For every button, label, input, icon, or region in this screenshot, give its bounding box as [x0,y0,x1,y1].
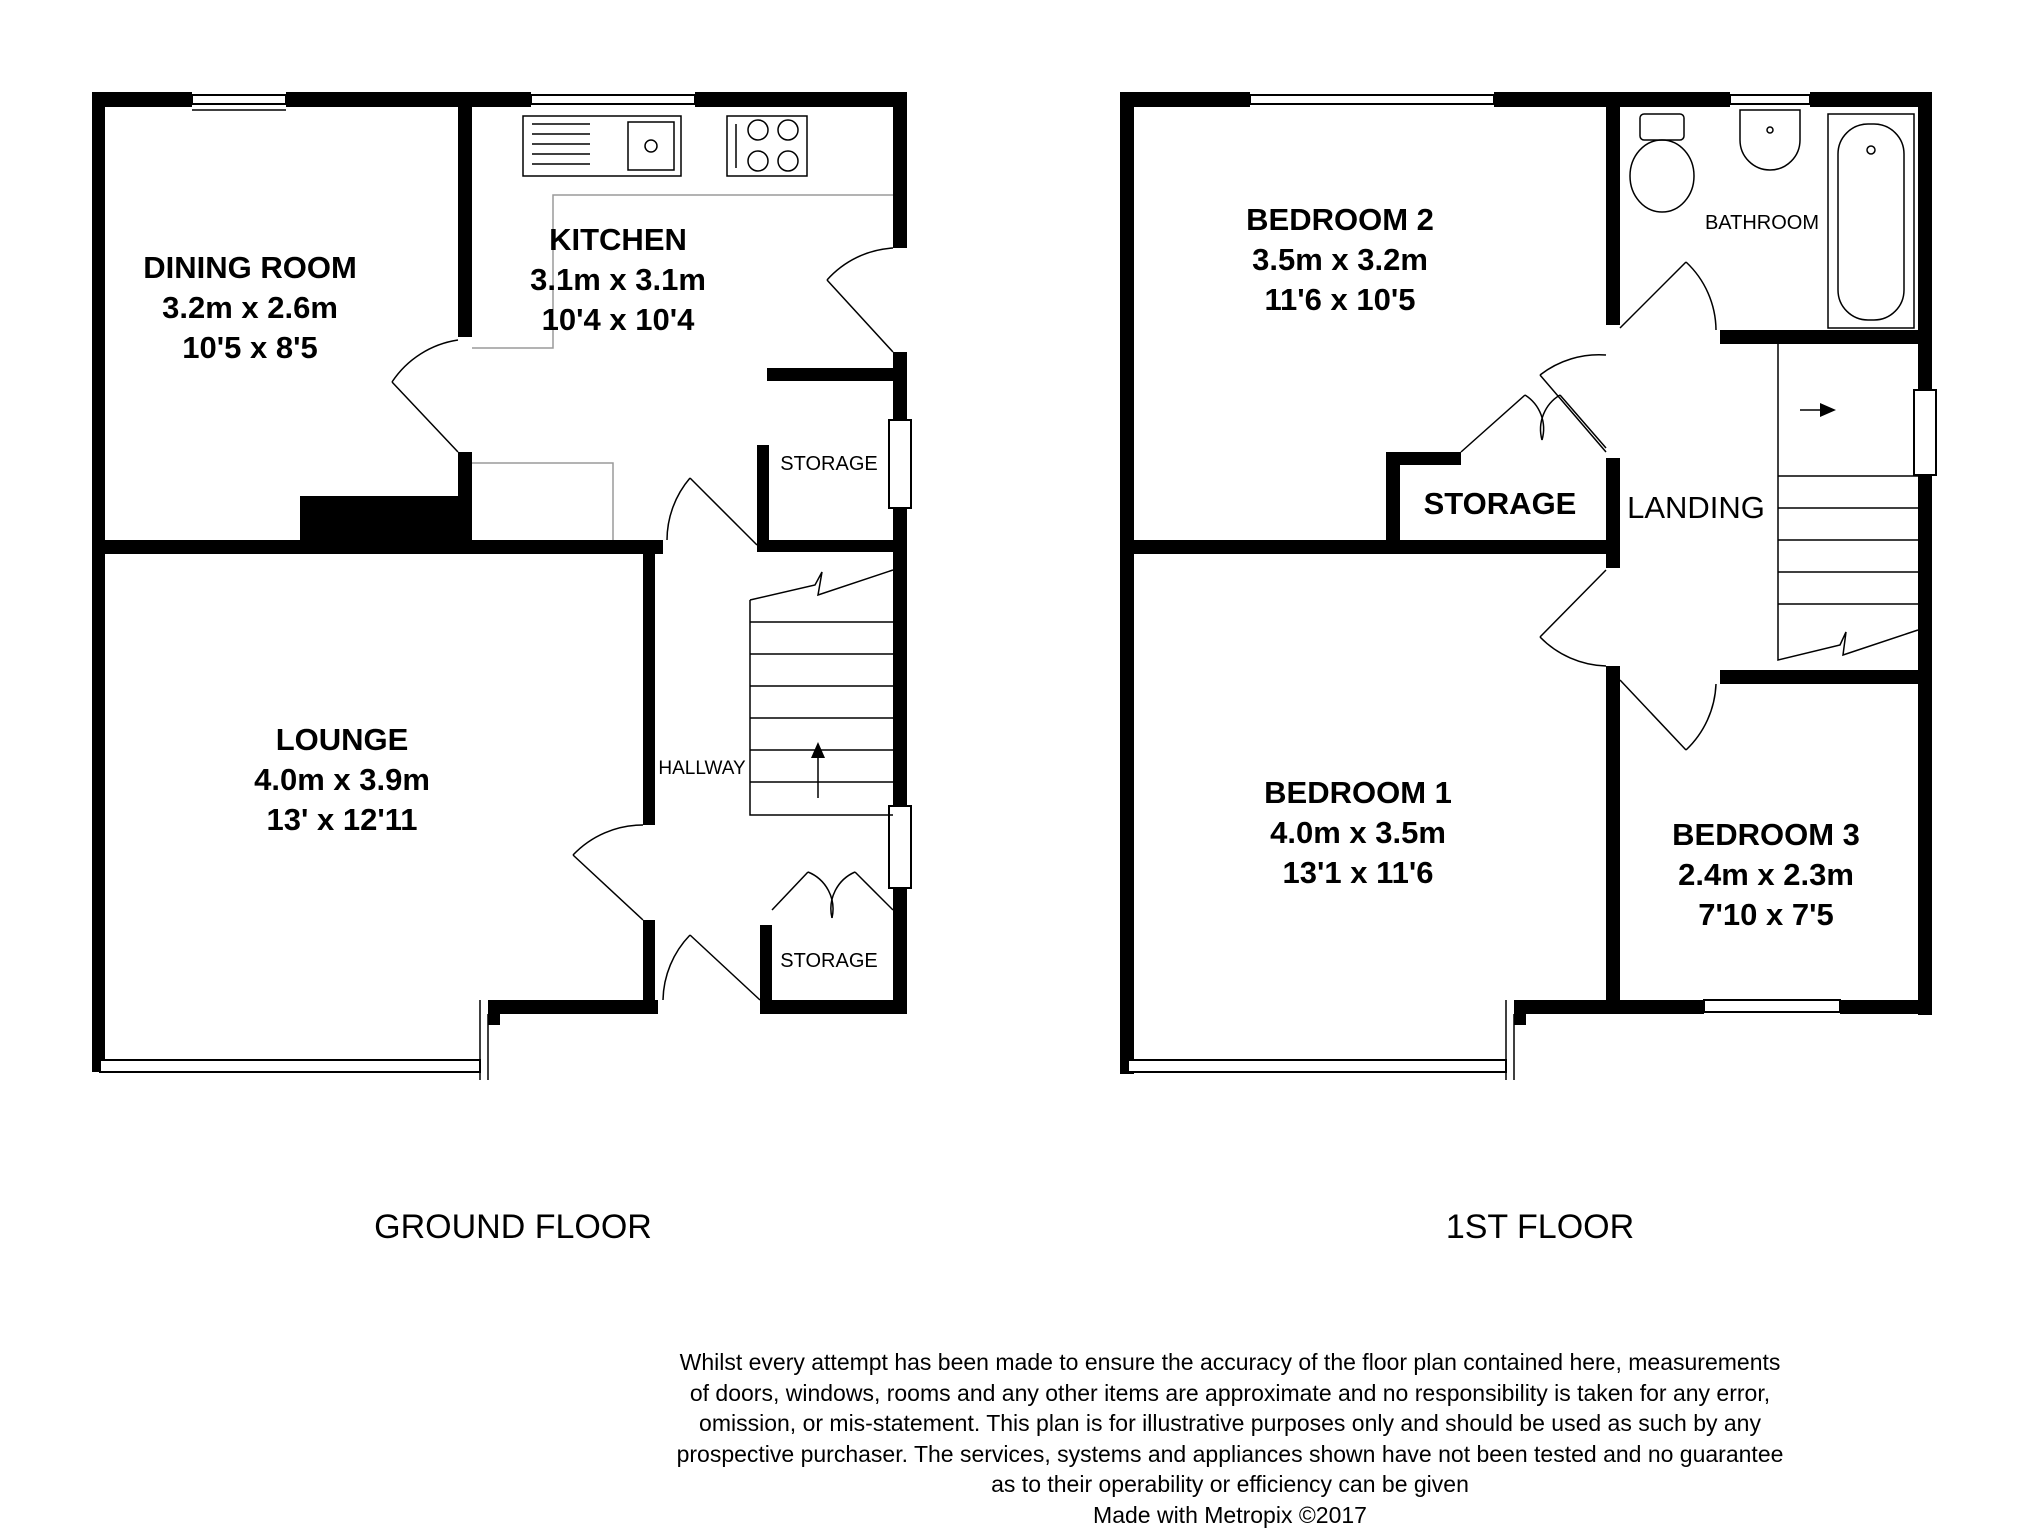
dining-room-imperial: 10'5 x 8'5 [182,330,317,365]
dining-room [143,250,357,365]
bedroom-3 [1672,817,1860,932]
metropix-credit: Made with Metropix ©2017 [590,1500,1870,1530]
hob [727,116,807,176]
lounge-metric: 4.0m x 3.9m [254,762,430,797]
toilet [1630,114,1694,212]
ground-floor-windows [100,95,911,1080]
ground-floor-label: GROUND FLOOR [374,1208,652,1246]
disclaimer-line: of doors, windows, rooms and any other items are approximate and no responsibility is taken for any error, [590,1378,1870,1409]
hallway-label: HALLWAY [658,758,746,779]
bath [1828,114,1914,328]
disclaimer-line: prospective purchaser. The services, systems and appliances shown have not been tested and no guarantee [590,1439,1870,1470]
lounge-imperial: 13' x 12'11 [267,802,418,837]
kitchen [530,222,706,337]
bedroom-3-metric: 2.4m x 2.3m [1678,857,1854,892]
bedroom-2-metric: 3.5m x 3.2m [1252,242,1428,277]
storage-lower-label: STORAGE [780,950,877,972]
ground-floor-walls [92,92,907,1072]
kitchen-name: KITCHEN [549,222,687,257]
first-floor-label: 1ST FLOOR [1446,1208,1634,1246]
bedroom-1-name: BEDROOM 1 [1264,775,1452,810]
bedroom-3-name: BEDROOM 3 [1672,817,1860,852]
storage-upper-label: STORAGE [780,453,877,475]
first-floor-plan [1120,92,1936,1246]
disclaimer [590,1347,1870,1530]
kitchen-metric: 3.1m x 3.1m [530,262,706,297]
kitchen-imperial: 10'4 x 10'4 [542,302,695,337]
bedroom-2-name: BEDROOM 2 [1246,202,1434,237]
ground-floor-stairs [750,570,893,815]
ground-floor-plan [92,92,911,1246]
lounge [254,722,430,837]
disclaimer-line: Whilst every attempt has been made to ensure the accuracy of the floor plan contained here, measurements [590,1347,1870,1378]
sink-unit [523,116,681,176]
first-floor-storage-label: STORAGE [1424,486,1577,521]
landing-label: LANDING [1627,490,1765,525]
bedroom-2-imperial: 11'6 x 10'5 [1265,282,1416,317]
bathroom-label: BATHROOM [1705,212,1819,234]
bedroom-3-imperial: 7'10 x 7'5 [1698,897,1833,932]
ground-floor-doors [392,248,893,1000]
lounge-name: LOUNGE [276,722,409,757]
bedroom-2 [1246,202,1434,317]
dining-room-name: DINING ROOM [143,250,357,285]
bedroom-1 [1264,775,1452,890]
dining-room-metric: 3.2m x 2.6m [162,290,338,325]
first-floor-windows [1128,95,1936,1080]
bedroom-1-imperial: 13'1 x 11'6 [1283,855,1434,890]
disclaimer-line: omission, or mis-statement. This plan is for illustrative purposes only and should be used as such by any [590,1408,1870,1439]
first-floor-stairs [1778,344,1918,660]
disclaimer-line: as to their operability or efficiency can be given [590,1469,1870,1500]
washbasin [1740,110,1800,170]
bedroom-1-metric: 4.0m x 3.5m [1270,815,1446,850]
